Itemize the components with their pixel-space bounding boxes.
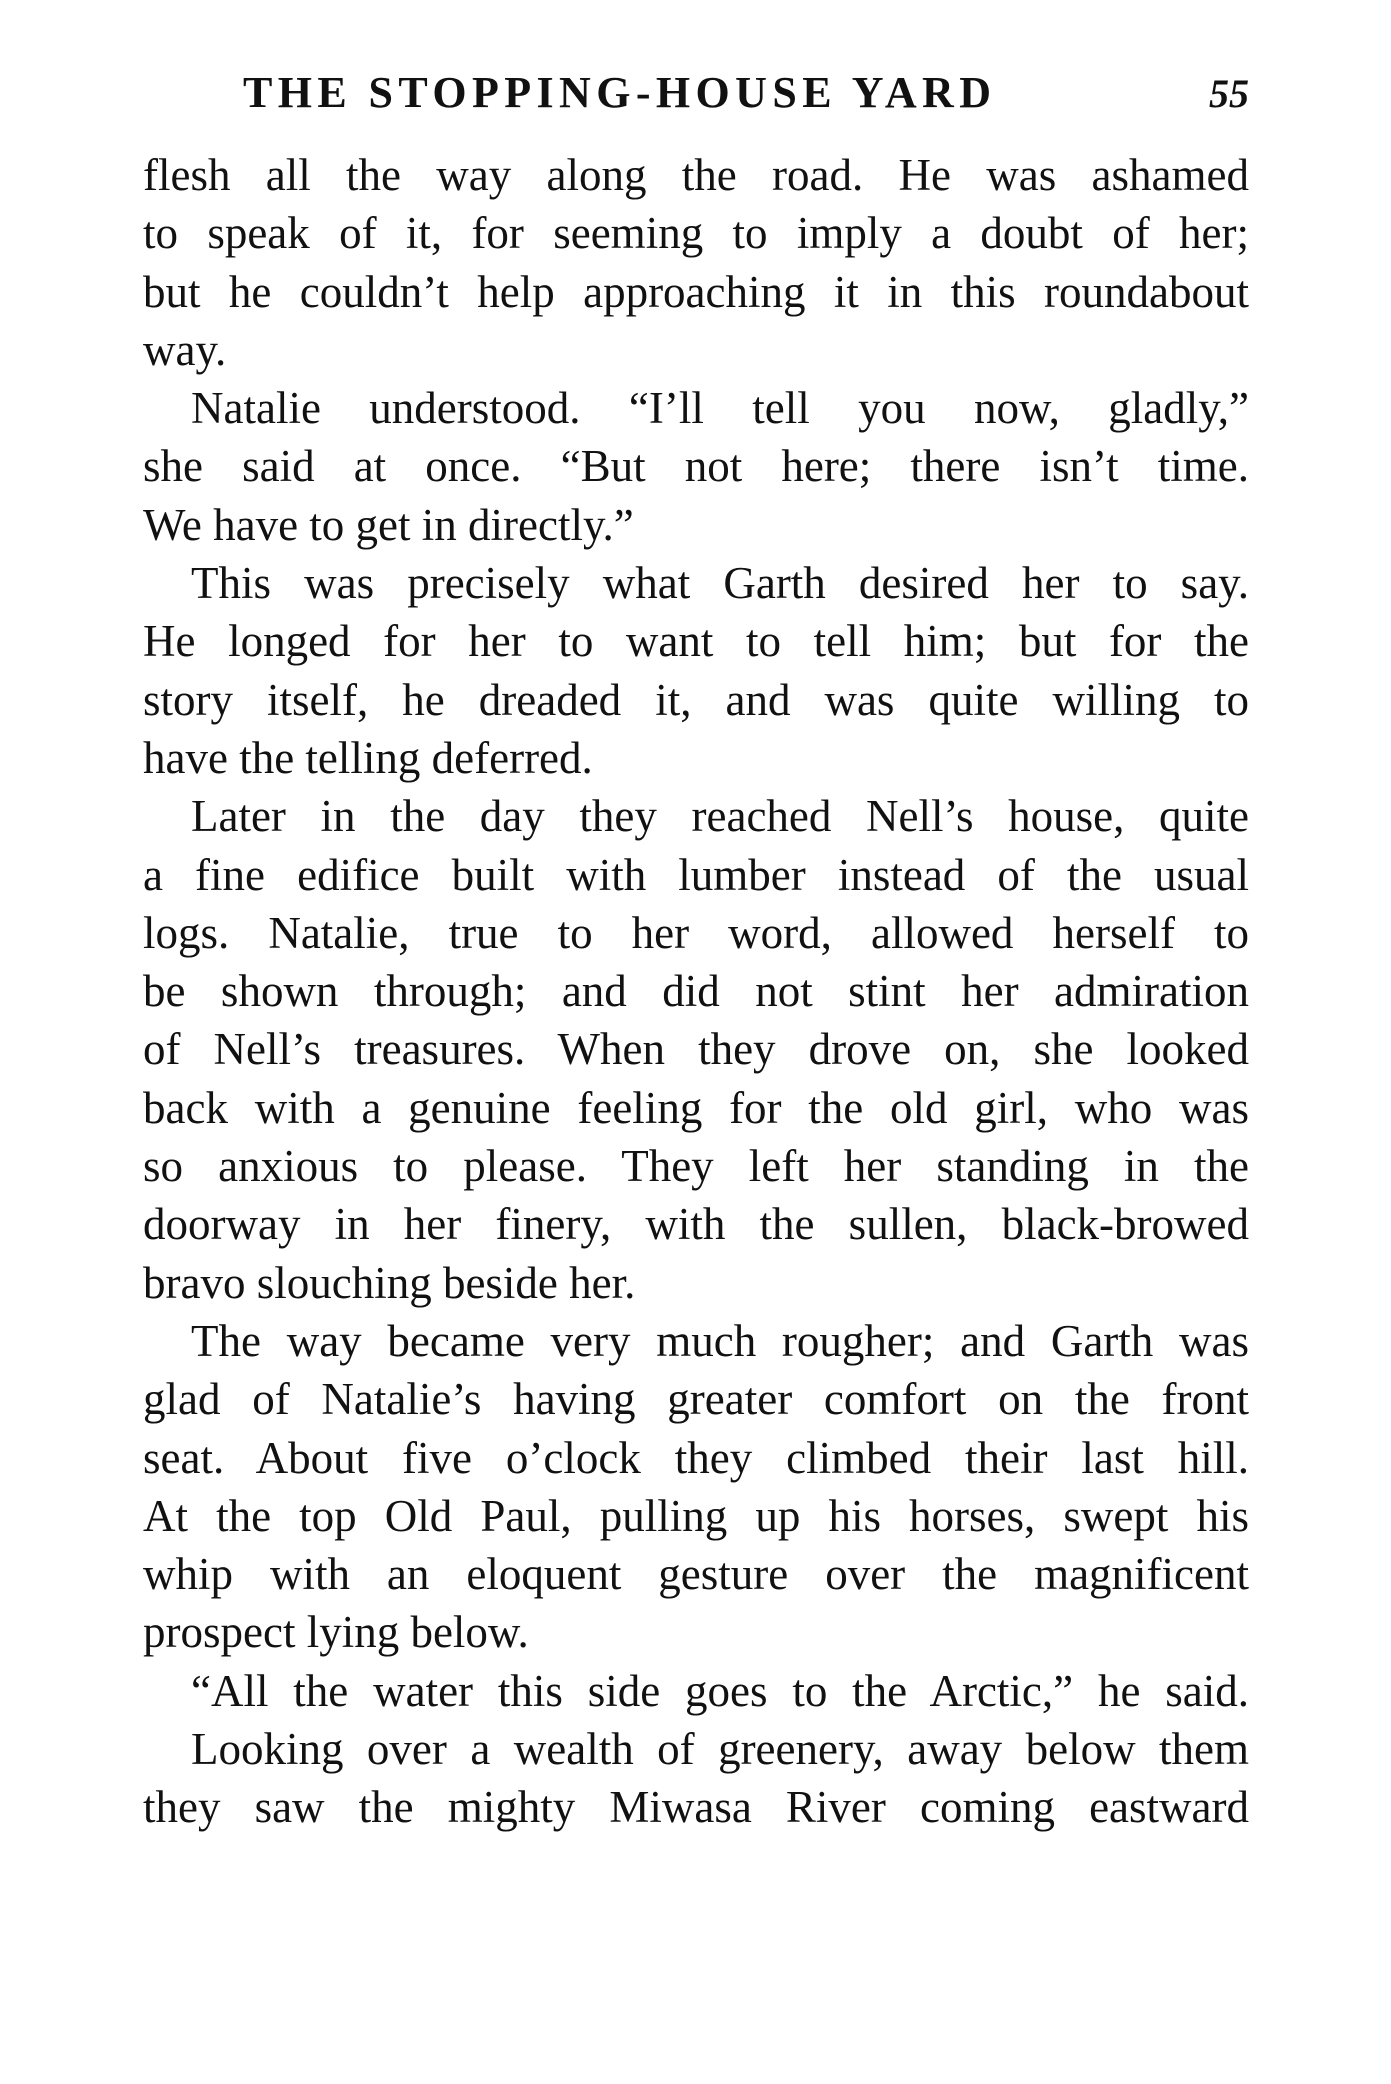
text-line: but he couldn’t help approaching it in this roundabout — [143, 266, 1249, 317]
text-line: He longed for her to want to tell him; but for the — [143, 616, 1249, 667]
text-line: way. — [143, 324, 227, 375]
text-line: glad of Natalie’s having greater comfort on the front — [143, 1374, 1249, 1425]
text-line: back with a genuine feeling for the old girl, who was — [143, 1082, 1249, 1133]
text-line: This was precisely what Garth desired her to say. — [191, 558, 1249, 609]
running-title: THE STOPPING-HOUSE YARD — [243, 68, 997, 117]
text-line: Looking over a wealth of greenery, away below them — [191, 1724, 1249, 1775]
text-line: At the top Old Paul, pulling up his horses, swept his — [143, 1490, 1249, 1541]
text-line: of Nell’s treasures. When they drove on, she looked — [143, 1024, 1249, 1075]
text-line: The way became very much rougher; and Garth was — [191, 1315, 1249, 1366]
text-line: so anxious to please. They left her standing in the — [143, 1141, 1249, 1192]
text-line: story itself, he dreaded it, and was quite willing to — [143, 674, 1249, 725]
text-line: “All the water this side goes to the Arctic,” he said. — [191, 1665, 1249, 1716]
text-line: they saw the mighty Miwasa River coming eastward — [143, 1782, 1249, 1833]
text-line: she said at once. “But not here; there isn’t time. — [143, 441, 1249, 492]
text-line: We have to get in directly.” — [143, 499, 634, 550]
text-line: whip with an eloquent gesture over the magnificent — [143, 1549, 1249, 1600]
text-line: be shown through; and did not stint her admiration — [143, 966, 1249, 1017]
text-line: flesh all the way along the road. He was ashamed — [143, 150, 1249, 200]
text-line: to speak of it, for seeming to imply a doubt of her; — [143, 208, 1249, 259]
text-line: Natalie understood. “I’ll tell you now, gladly,” — [191, 383, 1249, 434]
text-line: bravo slouching beside her. — [143, 1257, 636, 1308]
text-line: prospect lying below. — [143, 1607, 529, 1658]
page-number: 55 — [1209, 71, 1249, 116]
text-line: seat. About five o’clock they climbed their last hill. — [143, 1432, 1249, 1483]
text-line: doorway in her finery, with the sullen, black-browed — [143, 1199, 1249, 1250]
text-line: have the telling deferred. — [143, 732, 593, 783]
text-line: logs. Natalie, true to her word, allowed herself to — [143, 907, 1249, 958]
running-head — [143, 62, 1249, 122]
body-text — [143, 146, 1249, 1837]
text-line: a fine edifice built with lumber instead of the usual — [143, 849, 1249, 900]
text-line: Later in the day they reached Nell’s house, quite — [191, 791, 1249, 842]
